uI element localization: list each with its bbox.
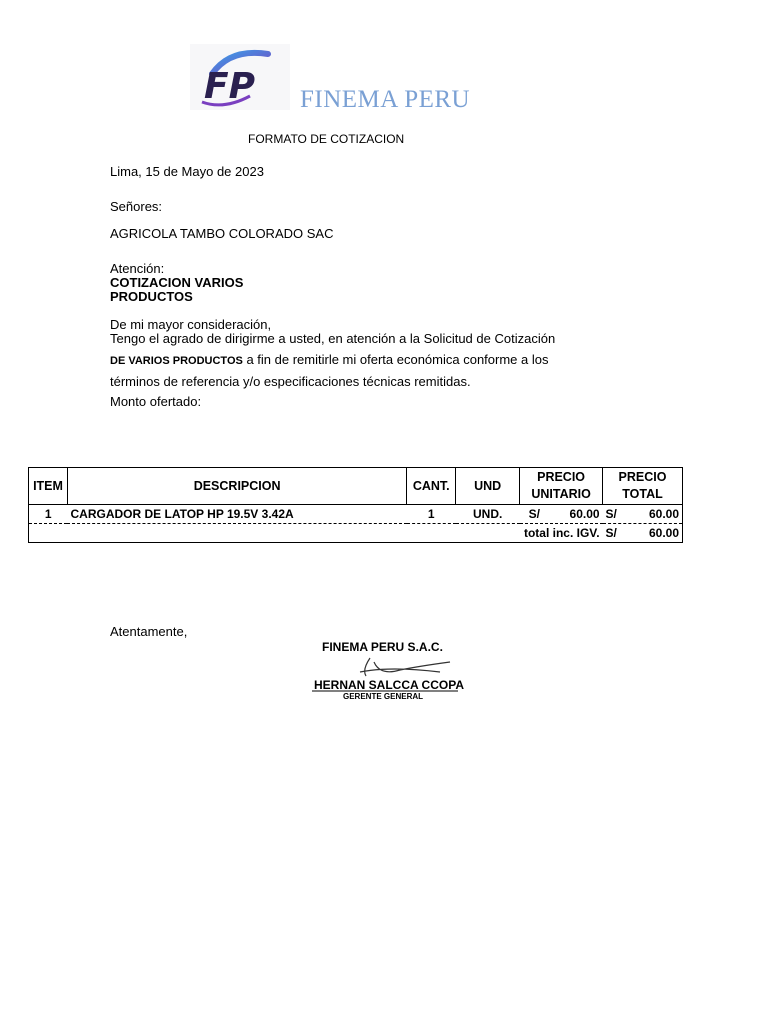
body-bold-text: DE VARIOS PRODUCTOS (110, 355, 243, 367)
total-row (29, 524, 683, 543)
header-unit-price-line1: PRECIO (537, 470, 586, 484)
subject-line-2: PRODUCTOS (110, 289, 193, 304)
row-total-value: 60.00 (648, 507, 679, 521)
farewell: Atentamente, (110, 624, 188, 639)
svg-text:FP: FP (204, 66, 255, 107)
header-total-price (603, 468, 683, 505)
table-header-row (29, 468, 683, 505)
header-unit-price-line2: UNITARIO (531, 487, 591, 501)
total-row-spacer (29, 524, 520, 543)
amount-label: Monto ofertado: (110, 394, 202, 409)
signature-role: GERENTE GENERAL (343, 692, 424, 701)
greeting: De mi mayor consideración, (110, 317, 272, 332)
subject-line-1: COTIZACION VARIOS (110, 275, 244, 290)
body-line-2 (110, 353, 548, 368)
header-unit-price (520, 468, 603, 505)
header-total-price-line1: PRECIO (618, 470, 667, 484)
signature-name: HERNAN SALCCA CCOPA (314, 678, 464, 692)
signature-company: FINEMA PERU S.A.C. (322, 640, 443, 654)
salutation: Señores: (110, 199, 163, 214)
body-line-3: términos de referencia y/o especificaciones técnicas remitidas. (110, 374, 471, 389)
header-total-price-line2: TOTAL (622, 487, 663, 501)
row-unit-price (520, 505, 603, 524)
row-item: 1 (29, 505, 68, 524)
document-title: FORMATO DE COTIZACION (248, 132, 405, 146)
signature-stamp (300, 636, 470, 708)
table-row (29, 505, 683, 524)
recipient: AGRICOLA TAMBO COLORADO SAC (110, 226, 334, 241)
header-qty: CANT. (407, 468, 456, 505)
total-value: 60.00 (648, 526, 679, 540)
company-logo (190, 44, 290, 110)
total-currency: S/ (605, 526, 617, 540)
row-unit: UND. (456, 505, 520, 524)
header-unit: UND (456, 468, 520, 505)
row-total-currency: S/ (605, 507, 617, 521)
total-amount (603, 524, 683, 543)
letter-date: Lima, 15 de Mayo de 2023 (110, 164, 264, 179)
header-description: DESCRIPCION (67, 468, 406, 505)
row-unit-price-value: 60.00 (569, 507, 600, 521)
header-item: ITEM (29, 468, 68, 505)
row-description: CARGADOR DE LATOP HP 19.5V 3.42A (67, 505, 406, 524)
attention-label: Atención: (110, 261, 165, 276)
row-qty: 1 (407, 505, 456, 524)
body-line-1: Tengo el agrado de dirigirme a usted, en atención a la Solicitud de Cotización (110, 331, 556, 346)
quotation-table (28, 467, 683, 543)
row-total (603, 505, 683, 524)
total-label: total inc. IGV. (520, 524, 603, 543)
brand-name: FINEMA PERU (300, 86, 471, 113)
row-unit-price-currency: S/ (528, 507, 540, 521)
body-line-2-rest: a fin de remitirle mi oferta económica conforme a los (242, 352, 549, 367)
